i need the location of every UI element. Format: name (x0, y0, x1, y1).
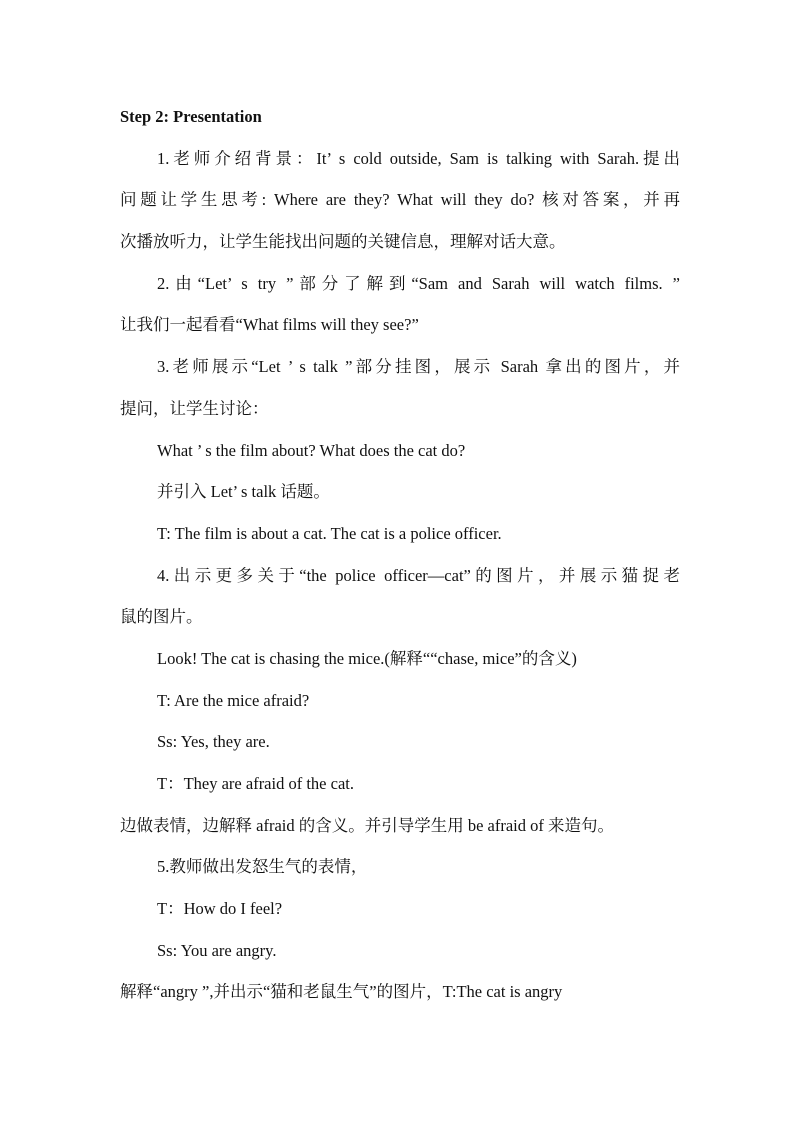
document-body (120, 103, 680, 1020)
paragraph-line: T: Are the mice afraid? (157, 690, 310, 710)
paragraph-line: Look! The cat is chasing the mice.(解释““chase, mice”的含义) (157, 648, 577, 668)
paragraph-line: T：How do I feel? (157, 899, 283, 919)
paragraph-line: 次播放听力，让学生能找出问题的关键信息，理解对话大意。 (120, 232, 566, 252)
paragraph-line: 让我们一起看看“What films will they see?” (120, 315, 419, 335)
paragraph-line: What ’ s the film about? What does the cat do? (157, 440, 466, 460)
paragraph-line: 并引入 Let’ s talk 话题。 (157, 482, 330, 502)
paragraph-line: 1.老师介绍背景：It’ s cold outside, Sam is talking with Sarah.提出 (157, 148, 680, 168)
paragraph-line: 解释“angry ”,并出示“猫和老鼠生气”的图片，T:The cat is angry (120, 982, 563, 1002)
paragraph-line: 5.教师做出发怒生气的表情， (157, 857, 368, 877)
paragraph-line: 边做表情，边解释 afraid 的含义。并引导学生用 be afraid of 来造句。 (120, 815, 615, 835)
paragraph-line: 问题让学生思考: Where are they? What will they do? 核对答案，并再 (120, 190, 680, 210)
paragraph-line: Ss: You are angry. (157, 940, 277, 960)
paragraph-line: T：They are afraid of the cat. (157, 774, 354, 793)
paragraph-line: Ss: Yes, they are. (157, 732, 270, 752)
paragraph-line: 4.出示更多关于“the police officer—cat”的图片，并展示猫捉老 (157, 565, 680, 585)
paragraph-line: 2.由“Let’ s try ”部分了解到“Sam and Sarah will watch films. ” (157, 273, 680, 293)
paragraph-line: 提问，让学生讨论： (120, 398, 269, 418)
paragraph-line: 鼠的图片。 (120, 607, 203, 627)
paragraph-line: 3.老师展示“Let ’ s talk ”部分挂图，展示 Sarah 拿出的图片，并 (157, 357, 680, 377)
paragraph-line: T: The film is about a cat. The cat is a police officer. (157, 523, 502, 543)
section-heading: Step 2: Presentation (120, 107, 262, 126)
